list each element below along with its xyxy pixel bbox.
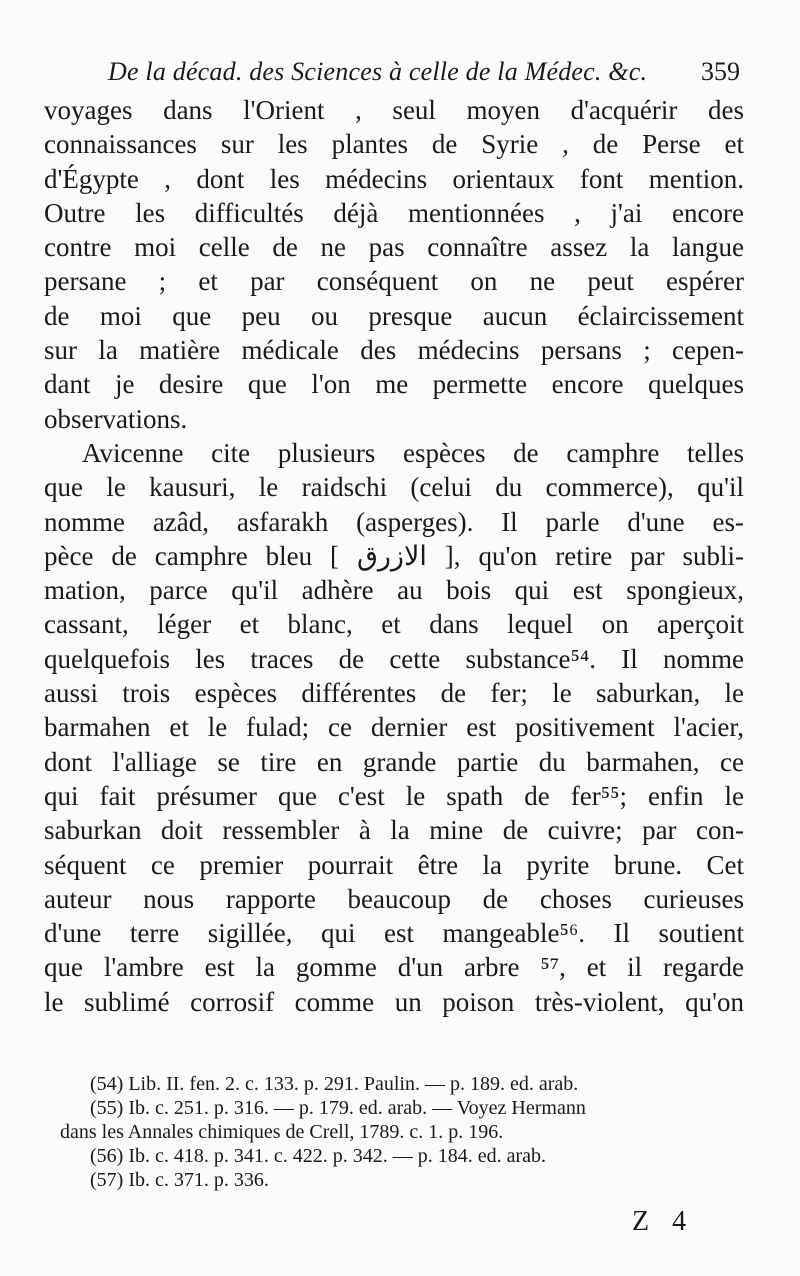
running-head-title: De la décad. des Sciences à celle de la Médec. &c. <box>108 57 648 86</box>
text-line: Outre les difficultés déjà mentionnées , j'ai encore <box>44 197 744 228</box>
text-line: que le kausuri, le raidschi (celui du commerce), qu'il <box>44 472 744 503</box>
text-line: quelquefois les traces de cette substance⁵⁴. Il nomme <box>44 643 744 674</box>
body-text <box>44 93 744 1019</box>
text-line: séquent ce premier pourrait être la pyrite brune. Cet <box>44 849 744 880</box>
text-line: pèce de camphre bleu [ الازرق ], qu'on retire par subli- <box>44 540 744 571</box>
text-line-paragraph-start: Avicenne cite plusieurs espèces de camphre telles <box>82 437 744 468</box>
text-line: dant je desire que l'on me permette encore quelques <box>44 369 744 400</box>
footnote-54: (54) Lib. II. fen. 2. c. 133. p. 291. Paulin. — p. 189. ed. arab. <box>90 1073 579 1095</box>
text-line: nomme azâd, asfarakh (asperges). Il parle d'une es- <box>44 506 744 537</box>
page-number: 359 <box>701 57 740 86</box>
footnotes <box>60 1072 760 1192</box>
footnote-57: (57) Ib. c. 371. p. 336. <box>90 1169 269 1191</box>
text-line: le sublimé corrosif comme un poison très-violent, qu'on <box>44 986 744 1017</box>
text-line: auteur nous rapporte beaucoup de choses curieuses <box>44 883 744 914</box>
text-line: persane ; et par conséquent on ne peut espérer <box>44 266 744 297</box>
text-line: observations. <box>44 403 188 434</box>
text-line: barmahen et le fulad; ce dernier est positivement l'acier, <box>44 712 744 743</box>
text-line: mation, parce qu'il adhère au bois qui est spongieux, <box>44 575 744 606</box>
text-line: aussi trois espèces différentes de fer; le saburkan, le <box>44 678 744 709</box>
text-line: voyages dans l'Orient , seul moyen d'acquérir des <box>44 95 744 125</box>
text-line: qui fait présumer que c'est le spath de fer⁵⁵; enfin le <box>44 780 744 811</box>
footnote-55-continuation: dans les Annales chimiques de Crell, 1789. c. 1. p. 196. <box>60 1121 504 1143</box>
signature-mark: Z 4 <box>632 1206 695 1237</box>
footnote-56: (56) Ib. c. 418. p. 341. c. 422. p. 342. — p. 184. ed. arab. <box>90 1145 547 1167</box>
text-line: sur la matière médicale des médecins persans ; cepen- <box>44 335 744 366</box>
text-line: connaissances sur les plantes de Syrie , de Perse et <box>44 129 744 160</box>
text-line: saburkan doit ressembler à la mine de cuivre; par con- <box>44 815 744 846</box>
text-line: cassant, léger et blanc, et dans lequel on aperçoit <box>44 609 744 640</box>
text-line: contre moi celle de ne pas connaître assez la langue <box>44 232 744 263</box>
text-line: de moi que peu ou presque aucun éclaircissement <box>44 300 744 331</box>
footnote-55: (55) Ib. c. 251. p. 316. — p. 179. ed. arab. — Voyez Hermann <box>90 1097 586 1119</box>
text-line: dont l'alliage se tire en grande partie du barmahen, ce <box>44 746 744 777</box>
text-line: d'une terre sigillée, qui est mangeable⁵⁶. Il soutient <box>44 918 744 949</box>
text-line: d'Égypte , dont les médecins orientaux font mention. <box>44 163 744 194</box>
text-line: que l'ambre est la gomme d'un arbre ⁵⁷, et il regarde <box>44 952 744 983</box>
running-head <box>108 52 748 92</box>
